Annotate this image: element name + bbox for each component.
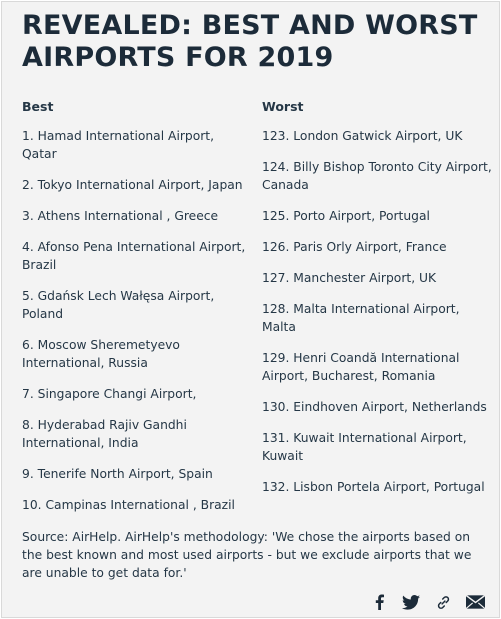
worst-list xyxy=(262,127,494,496)
best-item-5: 5. Gdańsk Lech Wałęsa Airport, Poland xyxy=(22,289,215,321)
facebook-icon xyxy=(375,594,384,610)
worst-item-131: 131. Kuwait International Airport, Kuwait xyxy=(262,431,467,463)
best-column xyxy=(22,98,252,527)
twitter-share-button[interactable] xyxy=(395,590,427,614)
worst-item-130: 130. Eindhoven Airport, Netherlands xyxy=(262,400,487,414)
worst-item-129: 129. Henri Coandă International Airport, Bucharest, Romania xyxy=(262,351,460,383)
facebook-share-button[interactable] xyxy=(363,590,395,614)
best-item-8: 8. Hyderabad Rajiv Gandhi International, India xyxy=(22,418,187,450)
email-share-button[interactable] xyxy=(459,590,491,614)
copy-link-button[interactable] xyxy=(427,590,459,614)
worst-item-126: 126. Paris Orly Airport, France xyxy=(262,240,447,254)
best-list xyxy=(22,127,252,514)
twitter-icon xyxy=(402,595,420,610)
article-card xyxy=(1,1,500,618)
share-bar xyxy=(363,590,491,614)
worst-item-125: 125. Porto Airport, Portugal xyxy=(262,209,430,223)
source-note: Source: AirHelp. AirHelp's methodology: 'We chose the airports based on the best known and most used airports - but we exclude airports that we are unable to get data for.' xyxy=(22,530,472,581)
worst-column xyxy=(262,98,494,509)
worst-header: Worst xyxy=(262,99,304,114)
worst-item-123: 123. London Gatwick Airport, UK xyxy=(262,129,463,143)
worst-item-127: 127. Manchester Airport, UK xyxy=(262,271,437,285)
best-header: Best xyxy=(22,99,54,114)
email-icon xyxy=(466,595,485,609)
worst-item-132: 132. Lisbon Portela Airport, Portugal xyxy=(262,480,485,494)
best-item-4: 4. Afonso Pena International Airport, Brazil xyxy=(22,240,246,272)
best-item-2: 2. Tokyo International Airport, Japan xyxy=(22,178,243,192)
best-item-9: 9. Tenerife North Airport, Spain xyxy=(22,467,213,481)
page-title: REVEALED: BEST AND WORST AIRPORTS FOR 2019 xyxy=(22,10,478,73)
best-item-6: 6. Moscow Sheremetyevo International, Russia xyxy=(22,338,180,370)
best-item-10: 10. Campinas International , Brazil xyxy=(22,498,235,512)
worst-item-128: 128. Malta International Airport, Malta xyxy=(262,302,460,334)
best-item-1: 1. Hamad International Airport, Qatar xyxy=(22,129,215,161)
best-item-3: 3. Athens International , Greece xyxy=(22,209,219,223)
worst-item-124: 124. Billy Bishop Toronto City Airport, Canada xyxy=(262,160,492,192)
best-item-7: 7. Singapore Changi Airport, xyxy=(22,387,197,401)
link-icon xyxy=(436,595,451,610)
